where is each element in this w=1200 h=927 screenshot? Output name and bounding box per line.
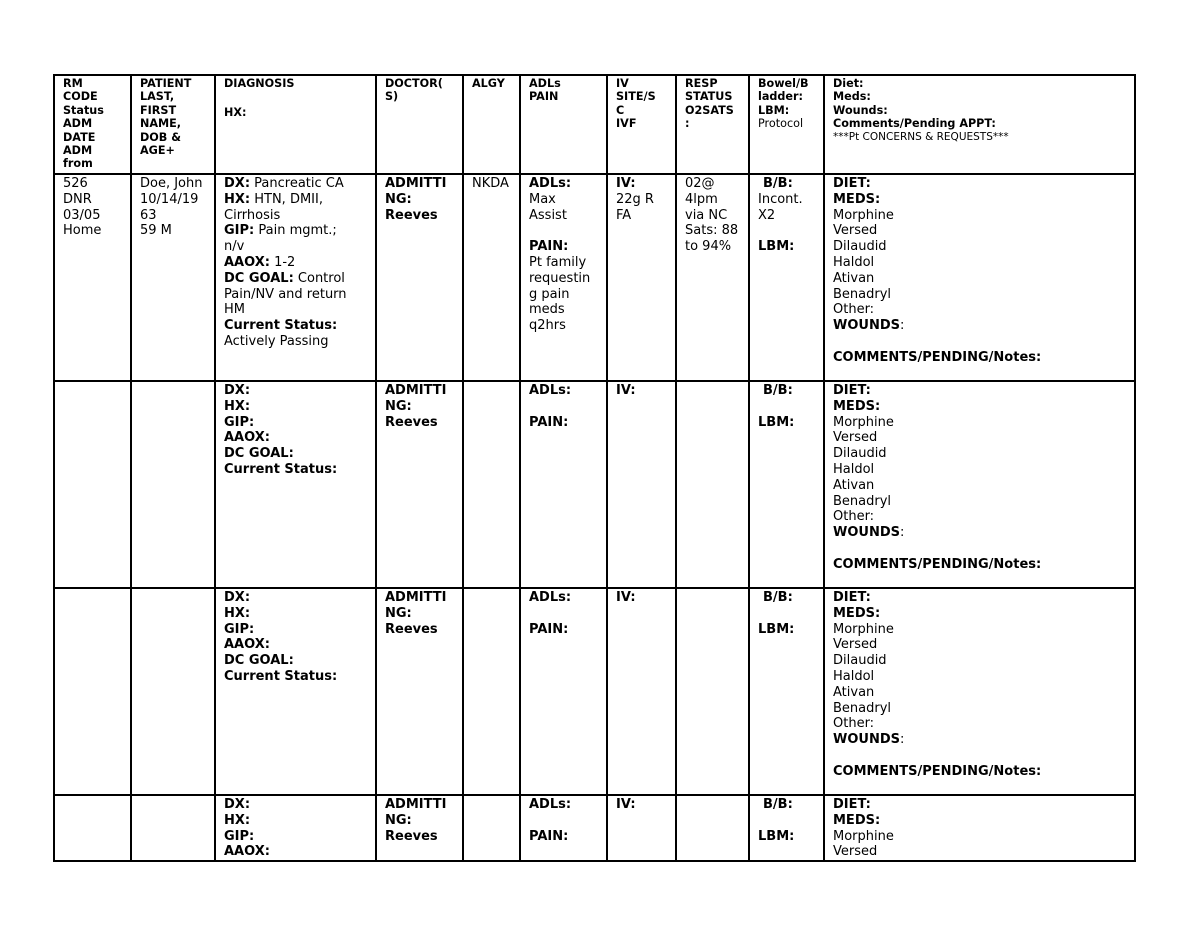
cell-text: Reeves [385, 414, 438, 430]
med-item: Ativan [833, 684, 875, 700]
cell-text: ADMITTI [385, 383, 447, 398]
cell-allergy [463, 174, 520, 381]
cell-rm-code[interactable] [54, 381, 131, 588]
header-text: FIRST [140, 103, 177, 117]
label: B/B: [763, 590, 793, 605]
cell-patient[interactable] [131, 381, 215, 588]
header-bowel-bladder [749, 75, 824, 174]
value: Control [293, 270, 345, 286]
label: GIP: [224, 828, 255, 844]
header-text: NAME, [140, 117, 182, 131]
med-item: Dilaudid [833, 239, 887, 255]
spacer [758, 606, 818, 622]
med-item: Other: [833, 716, 875, 732]
table-row [54, 174, 1135, 381]
cell-iv [607, 588, 676, 795]
cell-resp[interactable] [676, 381, 749, 588]
header-text: CODE [63, 90, 98, 104]
value: HTN, DMII, [250, 191, 323, 207]
label: IV: [616, 590, 636, 605]
label: DC GOAL: [224, 270, 294, 286]
patient-census-table [53, 74, 1136, 862]
label: PAIN: [529, 828, 569, 844]
header-text: IVF [616, 117, 637, 131]
label: COMMENTS/PENDING/Notes: [833, 556, 1042, 572]
label: MEDS: [833, 191, 881, 207]
cell-resp [676, 174, 749, 381]
header-text: C [616, 103, 625, 117]
header-text: DOCTOR( [385, 77, 443, 90]
label: DX: [224, 383, 251, 398]
header-adls [520, 75, 607, 174]
cell-bowel-bladder [749, 588, 824, 795]
med-item: Morphine [833, 621, 894, 637]
label: IV: [616, 176, 636, 191]
label: B/B: [763, 797, 793, 812]
value: Pain/NV and return [224, 286, 347, 302]
label: COMMENTS/PENDING/Notes: [833, 763, 1042, 779]
cell-text: 63 [140, 207, 157, 223]
label: HX: [224, 605, 251, 621]
header-text: AGE+ [140, 144, 175, 158]
header-diagnosis [215, 75, 376, 174]
label: DX: [224, 590, 251, 605]
header-text: DATE [63, 130, 96, 144]
med-item: Morphine [833, 828, 894, 844]
cell-doctor [376, 174, 463, 381]
spacer [224, 90, 370, 106]
label: DIET: [833, 797, 871, 812]
cell-text: Home [63, 223, 102, 239]
value: Actively Passing [224, 333, 329, 349]
header-row [54, 75, 1135, 174]
label: MEDS: [833, 605, 881, 621]
header-text: ladder: [758, 90, 803, 104]
cell-doctor [376, 381, 463, 588]
label: AAOX: [224, 844, 270, 860]
cell-text: Reeves [385, 621, 438, 637]
cell-allergy[interactable] [463, 588, 520, 795]
label: LBM: [758, 828, 795, 844]
med-item: Versed [833, 223, 878, 239]
label: DIET: [833, 383, 871, 398]
value: FA [616, 207, 632, 223]
cell-adls [520, 588, 607, 795]
cell-text: NG: [385, 191, 412, 207]
cell-adls [520, 381, 607, 588]
value: Cirrhosis [224, 207, 281, 223]
value: Pancreatic CA [250, 176, 344, 191]
cell-diagnosis [215, 174, 376, 381]
header-text: Wounds: [833, 103, 888, 117]
label: LBM: [758, 621, 795, 637]
med-item: Dilaudid [833, 653, 887, 669]
label-colon: : [899, 525, 905, 541]
label: MEDS: [833, 812, 881, 828]
label: IV: [616, 383, 636, 398]
label: DC GOAL: [224, 653, 294, 669]
table-row [54, 588, 1135, 795]
header-text: O2SATS [685, 103, 734, 117]
header-text: ***Pt CONCERNS & REQUESTS*** [833, 130, 1009, 143]
med-item: Other: [833, 302, 875, 318]
value: via NC [685, 207, 728, 223]
header-allergy [463, 75, 520, 174]
cell-bowel-bladder [749, 381, 824, 588]
value: Pain mgmt.; [254, 223, 337, 239]
header-text: HX: [224, 106, 247, 120]
cell-text: 526 [63, 176, 88, 191]
value: 4lpm [685, 191, 718, 207]
med-item: Benadryl [833, 700, 892, 716]
med-item: Versed [833, 430, 878, 446]
header-text: DOB & [140, 130, 181, 144]
label-colon: : [899, 732, 905, 748]
header-resp [676, 75, 749, 174]
med-item: Other: [833, 509, 875, 525]
header-text: LBM: [758, 103, 790, 117]
spacer [529, 606, 601, 622]
header-text: LAST, [140, 90, 175, 104]
label: AAOX: [224, 430, 270, 446]
label: WOUNDS [833, 525, 900, 541]
spacer [529, 223, 601, 239]
cell-text: 10/14/19 [140, 191, 199, 207]
value: X2 [758, 207, 776, 223]
cell-diet-meds [824, 174, 1135, 381]
label: LBM: [758, 239, 795, 255]
med-item: Versed [833, 844, 878, 860]
med-item: Benadryl [833, 493, 892, 509]
header-text: STATUS [685, 90, 733, 104]
label: WOUNDS [833, 318, 900, 334]
label: ADLs: [529, 797, 572, 812]
header-text: ALGY [472, 77, 505, 90]
header-text: RM [63, 77, 83, 90]
label: PAIN: [529, 414, 569, 430]
spacer [758, 399, 818, 415]
value: requestin [529, 270, 591, 286]
cell-bowel-bladder [749, 795, 824, 861]
header-patient [131, 75, 215, 174]
med-item: Ativan [833, 270, 875, 286]
label: HX: [224, 812, 251, 828]
label: Current Status: [224, 318, 338, 334]
value: q2hrs [529, 318, 566, 334]
spacer [529, 813, 601, 829]
cell-allergy[interactable] [463, 381, 520, 588]
label: MEDS: [833, 398, 881, 414]
label: GIP: [224, 621, 255, 637]
cell-diet-meds [824, 795, 1135, 861]
label: ADLs: [529, 383, 572, 398]
value: Incont. [758, 191, 803, 207]
header-text: SITE/S [616, 90, 656, 104]
header-text: ADM [63, 117, 93, 131]
header-text: S) [385, 90, 399, 104]
value: g pain [529, 286, 570, 302]
header-text: ADLs [529, 77, 561, 90]
cell-text: ADMITTI [385, 590, 447, 605]
header-text: : [685, 117, 690, 131]
med-item: Ativan [833, 477, 875, 493]
cell-text: ADMITTI [385, 797, 447, 812]
label: GIP: [224, 223, 255, 239]
cell-text: Doe, John [140, 176, 203, 191]
label: Current Status: [224, 668, 338, 684]
header-doctor [376, 75, 463, 174]
label-colon: : [899, 318, 905, 334]
spacer [529, 399, 601, 415]
cell-patient [131, 174, 215, 381]
cell-adls [520, 795, 607, 861]
cell-resp[interactable] [676, 588, 749, 795]
label: DIET: [833, 590, 871, 605]
header-text: Diet: [833, 77, 864, 90]
header-text: DIAGNOSIS [224, 77, 295, 90]
cell-text: 03/05 [63, 207, 101, 223]
header-iv [607, 75, 676, 174]
med-item: Benadryl [833, 286, 892, 302]
cell-text: DNR [63, 191, 92, 207]
header-rm-code [54, 75, 131, 174]
med-item: Morphine [833, 207, 894, 223]
value: to 94% [685, 239, 732, 255]
label: B/B: [763, 383, 793, 398]
cell-text: NKDA [472, 176, 509, 191]
cell-iv [607, 174, 676, 381]
cell-bowel-bladder [749, 174, 824, 381]
header-text: Protocol [758, 117, 804, 131]
value: HM [224, 302, 245, 318]
spacer [833, 748, 1129, 764]
cell-rm-code[interactable] [54, 795, 131, 861]
cell-diet-meds [824, 588, 1135, 795]
med-item: Haldol [833, 254, 875, 270]
label: PAIN: [529, 621, 569, 637]
label: ADLs: [529, 590, 572, 605]
table-row [54, 381, 1135, 588]
header-text: PAIN [529, 90, 559, 104]
value: meds [529, 302, 565, 318]
label: GIP: [224, 414, 255, 430]
cell-doctor [376, 588, 463, 795]
header-text: Comments/Pending APPT: [833, 117, 996, 131]
label: DC GOAL: [224, 446, 294, 462]
header-text: Meds: [833, 90, 871, 104]
cell-text: NG: [385, 812, 412, 828]
cell-diagnosis [215, 795, 376, 861]
cell-text: NG: [385, 398, 412, 414]
cell-doctor [376, 795, 463, 861]
cell-patient[interactable] [131, 795, 215, 861]
cell-text: Reeves [385, 207, 438, 223]
label: HX: [224, 191, 251, 207]
cell-text: ADMITTI [385, 176, 447, 191]
header-text: ADM [63, 144, 93, 158]
cell-rm-code[interactable] [54, 588, 131, 795]
cell-patient[interactable] [131, 588, 215, 795]
value: 02@ [685, 176, 715, 191]
spacer [833, 541, 1129, 557]
value: n/v [224, 239, 245, 255]
label: Current Status: [224, 461, 338, 477]
cell-text: Reeves [385, 828, 438, 844]
header-text: Status [63, 103, 104, 117]
label: DIET: [833, 176, 871, 191]
med-item: Morphine [833, 414, 894, 430]
value: 1-2 [269, 254, 296, 270]
cell-iv [607, 381, 676, 588]
header-text: from [63, 157, 93, 171]
cell-iv [607, 795, 676, 861]
value: Pt family [529, 254, 587, 270]
med-item: Haldol [833, 461, 875, 477]
label: PAIN: [529, 239, 569, 255]
header-text: IV [616, 77, 629, 90]
med-item: Versed [833, 637, 878, 653]
label: DX: [224, 797, 251, 812]
value: 22g R [616, 191, 654, 207]
spacer [758, 223, 818, 239]
label: AAOX: [224, 254, 270, 270]
header-text: RESP [685, 77, 718, 90]
label: COMMENTS/PENDING/Notes: [833, 349, 1042, 365]
label: HX: [224, 398, 251, 414]
cell-adls [520, 174, 607, 381]
cell-text: 59 M [140, 223, 172, 239]
value: Assist [529, 207, 567, 223]
value: Sats: 88 [685, 223, 739, 239]
cell-diagnosis [215, 588, 376, 795]
med-item: Dilaudid [833, 446, 887, 462]
cell-text: NG: [385, 605, 412, 621]
cell-allergy[interactable] [463, 795, 520, 861]
label: B/B: [763, 176, 793, 191]
med-item: Haldol [833, 668, 875, 684]
label: WOUNDS [833, 732, 900, 748]
label: LBM: [758, 414, 795, 430]
value: Max [529, 191, 556, 207]
header-text: PATIENT [140, 77, 192, 90]
cell-diet-meds [824, 381, 1135, 588]
label: DX: [224, 176, 251, 191]
spacer [833, 334, 1129, 350]
cell-rm-code [54, 174, 131, 381]
table-row [54, 795, 1135, 861]
cell-diagnosis [215, 381, 376, 588]
label: IV: [616, 797, 636, 812]
spacer [758, 813, 818, 829]
label: AAOX: [224, 637, 270, 653]
header-diet-meds [824, 75, 1135, 174]
cell-resp[interactable] [676, 795, 749, 861]
header-text: Bowel/B [758, 77, 809, 90]
label: ADLs: [529, 176, 572, 191]
